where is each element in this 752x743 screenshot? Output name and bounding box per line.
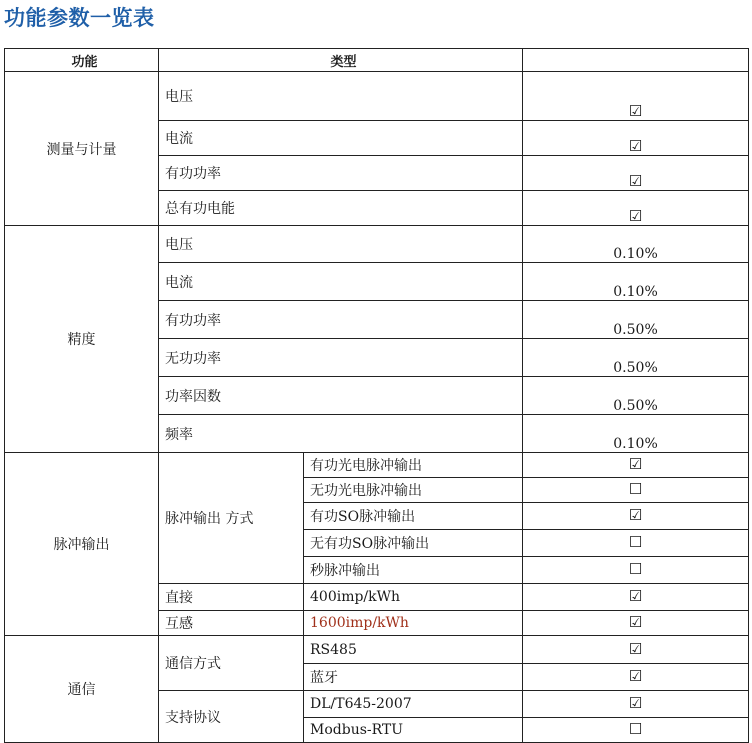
precision-value: 0.50% — [523, 377, 749, 415]
row-label: 无有功SO脉冲输出 — [304, 530, 523, 557]
checkbox-icon: ☑ — [523, 121, 749, 156]
table-header-row — [5, 49, 749, 72]
checkbox-icon: ☑ — [523, 664, 749, 691]
row-label: 电压 — [159, 72, 523, 121]
row-label: 无功功率 — [159, 339, 523, 377]
table-row — [5, 636, 749, 664]
row-label: 电流 — [159, 263, 523, 301]
checkbox-icon: ☐ — [523, 530, 749, 557]
checkbox-icon: ☑ — [523, 72, 749, 121]
checkbox-icon: ☑ — [523, 156, 749, 191]
header-value — [523, 49, 749, 72]
row-label: DL/T645-2007 — [304, 691, 523, 718]
precision-value: 0.10% — [523, 415, 749, 453]
group-label-comm: 通信 — [5, 636, 159, 743]
checkbox-icon: ☑ — [523, 191, 749, 226]
table-row — [5, 226, 749, 263]
checkbox-icon: ☐ — [523, 557, 749, 584]
row-label: 有功功率 — [159, 301, 523, 339]
precision-value: 0.50% — [523, 339, 749, 377]
function-parameter-table — [4, 48, 749, 743]
row-label: 有功SO脉冲输出 — [304, 503, 523, 530]
row-label: 有功光电脉冲输出 — [304, 453, 523, 478]
checkbox-icon: ☑ — [523, 636, 749, 664]
row-label: 频率 — [159, 415, 523, 453]
row-label: 总有功电能 — [159, 191, 523, 226]
page-title: 功能参数一览表 — [4, 6, 155, 30]
header-function: 功能 — [5, 49, 159, 72]
group-label-measure: 测量与计量 — [5, 72, 159, 226]
table-row — [5, 72, 749, 121]
row-label: 功率因数 — [159, 377, 523, 415]
subgroup-label-protocol: 支持协议 — [159, 691, 304, 743]
group-label-pulse: 脉冲输出 — [5, 453, 159, 636]
table-row — [5, 453, 749, 478]
subgroup-label-comm-method: 通信方式 — [159, 636, 304, 691]
subgroup-label-pulse-mode: 脉冲输出 方式 — [159, 453, 304, 584]
row-label: RS485 — [304, 636, 523, 664]
group-label-precision: 精度 — [5, 226, 159, 453]
checkbox-icon: ☑ — [523, 453, 749, 478]
pulse-spec: 400imp/kWh — [304, 584, 523, 611]
row-label: 秒脉冲输出 — [304, 557, 523, 584]
precision-value: 0.10% — [523, 226, 749, 263]
checkbox-icon: ☑ — [523, 584, 749, 611]
precision-value: 0.50% — [523, 301, 749, 339]
row-label: 有功功率 — [159, 156, 523, 191]
row-label: 无功光电脉冲输出 — [304, 478, 523, 503]
row-label: 蓝牙 — [304, 664, 523, 691]
precision-value: 0.10% — [523, 263, 749, 301]
checkbox-icon: ☐ — [523, 478, 749, 503]
row-label: 直接 — [159, 584, 304, 611]
row-label: 电压 — [159, 226, 523, 263]
checkbox-icon: ☐ — [523, 718, 749, 743]
row-label: 互感 — [159, 611, 304, 636]
header-type: 类型 — [159, 49, 523, 72]
row-label: 电流 — [159, 121, 523, 156]
row-label: Modbus-RTU — [304, 718, 523, 743]
checkbox-icon: ☑ — [523, 611, 749, 636]
checkbox-icon: ☑ — [523, 691, 749, 718]
checkbox-icon: ☑ — [523, 503, 749, 530]
pulse-spec: 1600imp/kWh — [304, 611, 523, 636]
